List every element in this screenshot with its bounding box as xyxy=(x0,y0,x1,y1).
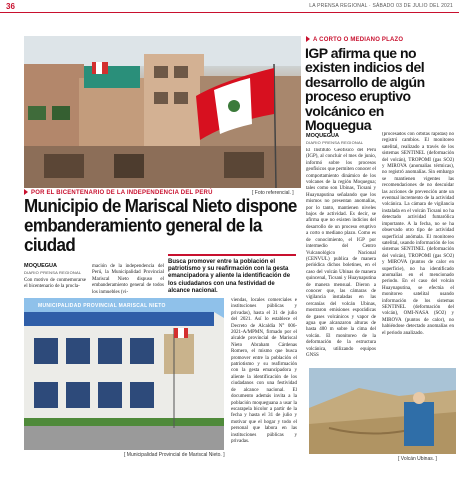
municipality-photo-caption: [ Municipalidad Provincial de Mariscal Nieto. ] xyxy=(124,452,225,458)
volcano-photo-illustration xyxy=(309,368,456,454)
main-kicker-text: POR EL BICENTENARIO DE LA INDEPENDENCIA DEL PERÚ xyxy=(31,190,213,196)
main-headline: Municipio de Mariscal Nieto dispone embanderamiento general de la ciudad xyxy=(24,195,297,256)
flag-photo-illustration xyxy=(24,36,301,188)
volcano-photo xyxy=(309,368,456,454)
page-header xyxy=(0,0,459,13)
building-sign: MUNICIPALIDAD PROVINCIAL MARISCAL NIETO xyxy=(38,303,166,309)
municipality-photo-illustration xyxy=(24,298,224,450)
main-byline: MOQUEGUA xyxy=(24,263,57,269)
side-kicker xyxy=(306,36,403,43)
main-body-col3: viendas, locales comerciales e instituciones públicas y privadas), hasta el 31 de julio del 2021. Así lo establece el Decreto de Alcaldía N° 006-2021-A/MPMN, firmado por el alcalde provincial de Mariscal Nieto Abraham Cárdenas Romero, el mismo que busca promover entre la población el patriotismo y su reafirmación con la gesta emancipadora y aliente la identificación de los ciudadanos con una festividad de alcance nacional. El documento además invita a la población moqueguana a usar la escarapela bicolor a partir de la fecha y hasta el 31 de julio y motivar que el hogar y todo el personal que labora en las instituciones públicas y privadas. xyxy=(231,298,297,444)
triangle-icon xyxy=(24,189,28,195)
volcano-photo-caption: [ Volcán Ubinas. ] xyxy=(398,456,437,462)
side-body-col1: El Instituto Geofísico del Perú (IGP), al concluir el mes de junio, informó sobre los procesos geofísicos que permiten conocer el comportamiento dinámico de los volcanes de la región Moquegua; tales como son Ubinas, Ticsani y Huaynaputina señalando que los mismos no presentan anomalías, por lo tanto, mantienen niveles bajos de actividad. Es decir, se afirma que no existen indicios del desarrollo de un proceso eruptivo a corto o mediano plazo. Como es de conocimiento, el IGP por intermedio del Centro Vulcanológico Nacional (CENVUL) publica de manera periódica dichos boletines, en el caso del volcán Ubinas de manera quincenal, Ticsani y Huaynaputina de manera mensual. Dieron a conocer que, las cámaras de vigilancia instaladas en las cercanías del volcán Ubinas, mostraron emisiones esporádicas de gases volcánicos y vapor de agua que alcanzaron alturas de hasta 400 m sobre la cima del volcán. El monitoreo de la deformación de la estructura volcánica, utilizando equipos GNSS xyxy=(306,148,376,358)
triangle-icon xyxy=(306,36,310,42)
flag-photo xyxy=(24,36,301,188)
side-body-col2: (procesados con órbitas rápidas) no registró cambios. El monitoreo satelital, realizado a través de los sistemas SENTINEL (deformación del volcán), TROPOMI (gas SO2) y MIROVA (anomalías térmicas), no registró anomalías. Sin embargo se mantienen vigentes las recomendaciones de no descuidar las acciones de prevención ante un eventual incremento de la actividad volcánica. La cámara de vigilancia instalada en el volcán Ticsani no ha detectado actividad fumarólica importante. A la fecha, no se ha observado otro tipo de actividad superficial anómala. El monitoreo satelital, usando información de los sistemas SENTINEL (deformación del volcán), TROPOMI (gas SO2) y MIROVA (puntos de calor en superficie), no ha identificado anomalías en el mencionado periodo. En el caso del volcán Huaynaputina, se efectúa el monitoreo satelital usando información de los sistemas SENTINEL (deformación del volcán), OMI-NASA (SO2) y MIROVA (puntos de calor), no habiéndose detectado anomalías en el periodo analizado. xyxy=(382,132,454,336)
side-byline-sub: DIARIO PRENSA REGIONAL xyxy=(306,140,364,145)
main-pullquote: Busca promover entre la población el patriotismo y su reafirmación con la gesta emancipadora y aliente la identificación de los ciudadanos con una festividad de alcance nacional. xyxy=(168,254,296,295)
header-rule xyxy=(0,12,459,13)
main-body-col1: Con motivo de conmemorarse el bicentenario de la procla- xyxy=(24,278,86,290)
municipality-photo xyxy=(24,298,224,450)
main-byline-sub: DIARIO PRENSA REGIONAL xyxy=(24,270,82,275)
flag-photo-caption: [ Foto referencial. ] xyxy=(252,190,294,196)
page-number: 36 xyxy=(6,2,15,11)
side-byline: MOQUEGUA xyxy=(306,133,339,139)
main-body-col2: mación de la independencia del Perú, la Municipalidad Provincial Mariscal Nieto dispuso el embanderamiento general de todos los inmuebles (vi- xyxy=(92,264,164,295)
side-kicker-text: A CORTO O MEDIANO PLAZO xyxy=(313,37,404,43)
side-headline: IGP afirma que no existen indicios del desarrollo de algún proceso eruptivo volcánico en Moquegua xyxy=(305,45,425,134)
publication-line: LA PRENSA REGIONAL · SÁBADO 03 DE JULIO DEL 2021 xyxy=(309,3,453,9)
